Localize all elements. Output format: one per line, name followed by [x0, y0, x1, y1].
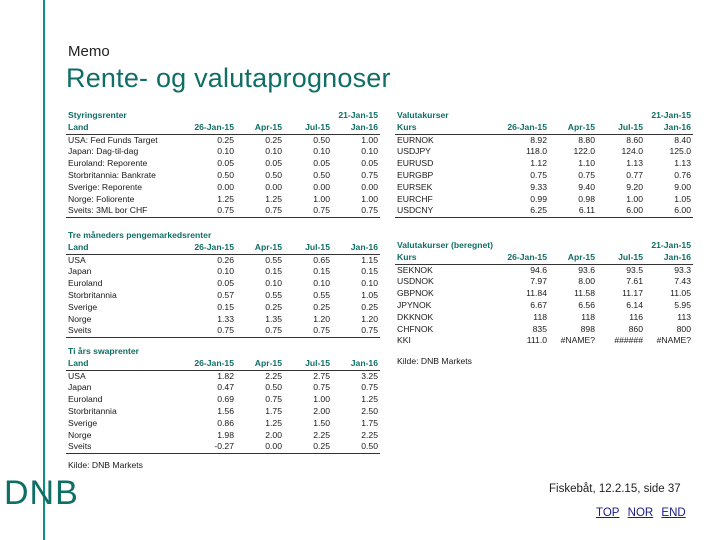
- cell-value: 9.00: [674, 181, 691, 192]
- cell-value: 1.13: [674, 158, 691, 169]
- row-label: Sverige: [68, 301, 98, 312]
- cell-value: 1.00: [626, 193, 643, 204]
- cell-value: 0.50: [313, 169, 330, 180]
- cell-value: 1.05: [674, 193, 691, 204]
- table-row: [66, 205, 380, 217]
- cell-value: 0.10: [313, 146, 330, 157]
- row-label: Norge: [68, 429, 92, 440]
- row-label: Sveits: 3ML bor CHF: [66, 205, 188, 217]
- link-nor[interactable]: NOR: [627, 507, 654, 519]
- table-row: [66, 406, 380, 418]
- cell-value: 124.0: [621, 146, 643, 157]
- cell-value: 2.00: [313, 405, 330, 416]
- row-label: Norge: [68, 313, 92, 324]
- cell-value: 0.86: [217, 417, 234, 428]
- row-label: Japan: [68, 382, 92, 393]
- table-row: [66, 158, 380, 170]
- column-header: 26-Jan-15: [501, 252, 549, 264]
- cell-value: 0.15: [361, 266, 378, 277]
- cell-value: 0.75: [361, 169, 378, 180]
- cell-value: 5.95: [674, 299, 691, 310]
- cell-value: 9.33: [530, 181, 547, 192]
- cell-value: 0.75: [332, 205, 380, 217]
- column-header: Apr-15: [236, 122, 284, 134]
- cell-value: 8.00: [578, 276, 595, 287]
- column-header: Apr-15: [236, 242, 284, 254]
- column-header: 26-Jan-15: [188, 122, 236, 134]
- cell-value: 0.55: [313, 289, 330, 300]
- table-title: Styringsrenter: [68, 110, 127, 120]
- cell-value: 11.84: [526, 288, 547, 299]
- column-header: 26-Jan-15: [188, 242, 236, 254]
- column-header: Jul-15: [597, 122, 645, 134]
- cell-value: 7.61: [626, 276, 643, 287]
- cell-value: 6.14: [626, 299, 643, 310]
- cell-value: 125.0: [669, 146, 691, 157]
- row-label: CHFNOK: [397, 323, 434, 334]
- cell-value: 0.75: [265, 394, 282, 405]
- table-row: [395, 134, 693, 146]
- cell-value: 6.25: [501, 205, 549, 217]
- cell-value: 1.20: [313, 313, 330, 324]
- cell-value: 9.20: [626, 181, 643, 192]
- table-row: [66, 441, 380, 453]
- table-row: [66, 278, 380, 290]
- row-label: SEKNOK: [397, 264, 433, 275]
- cell-value: 2.25: [361, 429, 378, 440]
- column-header: Jan-16: [645, 252, 693, 264]
- cell-value: 0.50: [265, 169, 282, 180]
- cell-value: 860: [628, 323, 643, 334]
- table-row: [66, 254, 380, 266]
- row-label: USA: [68, 370, 86, 381]
- row-label: Storbritannia: [68, 289, 117, 300]
- table-row: [66, 302, 380, 314]
- cell-value: 8.60: [626, 134, 643, 145]
- cell-value: 0.75: [361, 382, 378, 393]
- row-label: USDJPY: [397, 146, 431, 157]
- table-row: [395, 146, 693, 158]
- row-label: EURSEK: [397, 181, 433, 192]
- table-row: [395, 170, 693, 182]
- cell-value: 835: [532, 323, 547, 334]
- cell-value: 1.75: [361, 417, 378, 428]
- table-row: [66, 430, 380, 442]
- column-header: Kurs: [395, 252, 501, 264]
- table-title: Valutakurser: [397, 110, 449, 120]
- cell-value: 1.56: [217, 405, 234, 416]
- table-row: [66, 146, 380, 158]
- cell-value: 0.15: [265, 266, 282, 277]
- cell-value: 0.10: [217, 146, 234, 157]
- cell-value: 1.75: [265, 405, 282, 416]
- column-header: Jan-16: [332, 122, 380, 134]
- cell-value: 0.99: [530, 193, 547, 204]
- cell-value: 898: [580, 323, 595, 334]
- cell-value: 1.00: [361, 134, 378, 145]
- table-styringsrenter: [66, 110, 380, 218]
- row-label: USDCNY: [395, 205, 501, 217]
- footer-links: [596, 507, 691, 519]
- cell-value: 0.05: [313, 158, 330, 169]
- cell-value: 94.6: [530, 264, 547, 275]
- column-header: 26-Jan-15: [188, 358, 236, 370]
- cell-value: 1.13: [626, 158, 643, 169]
- cell-value: 11.58: [574, 288, 595, 299]
- table-row: [395, 288, 693, 300]
- row-label: GBPNOK: [397, 288, 434, 299]
- row-label: Euroland: [68, 278, 103, 289]
- cell-value: 0.57: [217, 289, 234, 300]
- cell-value: 7.97: [530, 276, 547, 287]
- cell-value: 0.50: [332, 441, 380, 453]
- cell-value: 2.25: [313, 429, 330, 440]
- cell-value: 0.05: [265, 158, 282, 169]
- cell-value: 1.98: [217, 429, 234, 440]
- cell-value: 6.67: [530, 299, 547, 310]
- cell-value: 0.77: [626, 169, 643, 180]
- table-row: [395, 324, 693, 336]
- row-label: USA: [68, 254, 86, 265]
- cell-value: 2.50: [361, 405, 378, 416]
- column-header: Jul-15: [284, 242, 332, 254]
- column-header: Apr-15: [236, 358, 284, 370]
- cell-value: 0.25: [265, 301, 282, 312]
- cell-value: 1.25: [265, 417, 282, 428]
- row-label: EURGBP: [397, 169, 434, 180]
- accent-vertical-line: [43, 0, 45, 540]
- cell-value: 8.40: [674, 134, 691, 145]
- cell-value: 0.00: [313, 181, 330, 192]
- table-row: [66, 194, 380, 206]
- cell-value: 1.25: [361, 394, 378, 405]
- cell-value: 1.05: [361, 289, 378, 300]
- column-header: Apr-15: [549, 122, 597, 134]
- cell-value: 0.25: [361, 301, 378, 312]
- column-header: Jan-16: [332, 358, 380, 370]
- cell-value: -0.27: [188, 441, 236, 453]
- table-date: 21-Jan-15: [651, 240, 691, 250]
- table-row: [395, 264, 693, 276]
- cell-value: 1.10: [578, 158, 595, 169]
- table-row: [66, 290, 380, 302]
- cell-value: 1.35: [265, 313, 282, 324]
- cell-value: 111.0: [526, 335, 547, 346]
- row-label: Japan: Dag-til-dag: [68, 146, 139, 157]
- cell-value: 93.5: [626, 264, 643, 275]
- cell-value: 122.0: [573, 146, 595, 157]
- cell-value: 0.15: [217, 301, 234, 312]
- column-header: Jan-16: [332, 242, 380, 254]
- link-end[interactable]: END: [661, 507, 686, 519]
- cell-value: 0.25: [265, 134, 282, 145]
- footer-text: Fiskebåt, 12.2.15, side 37: [549, 483, 681, 495]
- table-title: Ti års swaprenter: [68, 346, 140, 356]
- cell-value: 0.75: [188, 205, 236, 217]
- row-label: Storbritannia: Bankrate: [68, 169, 156, 180]
- table-row: [66, 170, 380, 182]
- cell-value: 0.25: [217, 134, 234, 145]
- cell-value: 8.92: [530, 134, 547, 145]
- cell-value: 2.25: [265, 370, 282, 381]
- row-label: Euroland: Reporente: [68, 158, 148, 169]
- page-subtitle: Memo: [68, 43, 110, 60]
- cell-value: 113: [677, 311, 691, 322]
- cell-value: 7.43: [674, 276, 691, 287]
- table-row: [66, 370, 380, 382]
- row-label: EURNOK: [397, 134, 434, 145]
- cell-value: 0.10: [361, 278, 378, 289]
- column-header: Jan-16: [645, 122, 693, 134]
- table-row: [395, 300, 693, 312]
- cell-value: 0.75: [284, 325, 332, 337]
- cell-value: 1.25: [217, 193, 234, 204]
- cell-value: 116: [629, 311, 643, 322]
- cell-value: 1.82: [217, 370, 234, 381]
- cell-value: 1.00: [361, 193, 378, 204]
- cell-value: 0.50: [217, 169, 234, 180]
- cell-value: 11.17: [622, 288, 643, 299]
- cell-value: 0.26: [217, 254, 234, 265]
- cell-value: 0.15: [313, 266, 330, 277]
- table-row: [66, 418, 380, 430]
- cell-value: 0.47: [217, 382, 234, 393]
- cell-value: 1.50: [313, 417, 330, 428]
- table-row: [395, 158, 693, 170]
- cell-value: 0.00: [217, 181, 234, 192]
- table-date: 21-Jan-15: [651, 110, 691, 120]
- cell-value: 0.69: [217, 394, 234, 405]
- table-date: 21-Jan-15: [338, 110, 378, 120]
- row-label: EURUSD: [397, 158, 434, 169]
- table-row: [66, 382, 380, 394]
- cell-value: 0.10: [265, 146, 282, 157]
- cell-value: 1.33: [217, 313, 234, 324]
- row-label: Sveits: [66, 441, 188, 453]
- cell-value: #NAME?: [656, 335, 691, 346]
- dnb-logo: DNB: [4, 474, 79, 512]
- row-label: Euroland: [68, 394, 103, 405]
- cell-value: 0.75: [236, 325, 284, 337]
- table-row: [395, 335, 693, 347]
- table-row: [66, 266, 380, 278]
- table-row: [395, 194, 693, 206]
- cell-value: 1.00: [313, 394, 330, 405]
- table-row: [395, 276, 693, 288]
- row-label: USA: Fed Funds Target: [68, 134, 158, 145]
- cell-value: 118: [581, 311, 595, 322]
- cell-value: 6.00: [645, 205, 693, 217]
- cell-value: 0.00: [265, 181, 282, 192]
- table-row: [66, 314, 380, 326]
- cell-value: 0.55: [265, 254, 282, 265]
- table-row: [66, 134, 380, 146]
- column-header: 26-Jan-15: [501, 122, 549, 134]
- cell-value: 0.75: [188, 325, 236, 337]
- cell-value: 0.10: [361, 146, 378, 157]
- cell-value: 93.6: [578, 264, 595, 275]
- cell-value: 0.75: [313, 382, 330, 393]
- cell-value: 1.00: [313, 193, 330, 204]
- cell-value: 11.05: [670, 288, 691, 299]
- cell-value: 93.3: [674, 264, 691, 275]
- cell-value: 9.40: [578, 181, 595, 192]
- cell-value: 0.65: [313, 254, 330, 265]
- cell-value: 0.05: [217, 278, 234, 289]
- cell-value: 0.98: [578, 193, 595, 204]
- cell-value: 3.25: [361, 370, 378, 381]
- column-header: Jul-15: [284, 358, 332, 370]
- row-label: DKKNOK: [397, 311, 434, 322]
- cell-value: 6.11: [549, 205, 597, 217]
- cell-value: 118.0: [526, 146, 547, 157]
- table-row: [66, 325, 380, 337]
- table-valutakurser-beregnet: [395, 240, 693, 347]
- cell-value: 118: [533, 311, 547, 322]
- table-swaprenter: [66, 346, 380, 454]
- cell-value: 2.00: [265, 429, 282, 440]
- column-header: Kurs: [395, 122, 501, 134]
- column-header: Land: [66, 358, 188, 370]
- cell-value: 1.25: [265, 193, 282, 204]
- row-label: Japan: [68, 266, 92, 277]
- row-label: USDNOK: [397, 276, 434, 287]
- cell-value: 0.25: [313, 301, 330, 312]
- cell-value: 1.15: [361, 254, 378, 265]
- cell-value: 0.25: [284, 441, 332, 453]
- row-label: KKI: [397, 335, 411, 346]
- cell-value: 0.75: [236, 205, 284, 217]
- cell-value: 0.10: [265, 278, 282, 289]
- cell-value: 1.20: [361, 313, 378, 324]
- cell-value: 0.75: [284, 205, 332, 217]
- cell-value: 0.76: [674, 169, 691, 180]
- row-label: EURCHF: [397, 193, 433, 204]
- cell-value: 0.55: [265, 289, 282, 300]
- cell-value: 0.10: [217, 266, 234, 277]
- cell-value: ######: [614, 335, 643, 346]
- cell-value: 0.00: [361, 181, 378, 192]
- cell-value: 6.56: [578, 299, 595, 310]
- table-title: Tre måneders pengemarkedsrenter: [68, 230, 212, 240]
- table-title: Valutakurser (beregnet): [397, 240, 493, 250]
- table-valutakurser: [395, 110, 693, 218]
- cell-value: #NAME?: [560, 335, 595, 346]
- row-label: Norge: Foliorente: [68, 193, 135, 204]
- cell-value: 0.75: [578, 169, 595, 180]
- table-row: [395, 205, 693, 217]
- cell-value: 0.75: [332, 325, 380, 337]
- cell-value: 800: [676, 323, 691, 334]
- cell-value: 6.00: [597, 205, 645, 217]
- page-title: Rente- og valutaprognoser: [66, 63, 391, 93]
- column-header: Land: [66, 122, 188, 134]
- source-note: Kilde: DNB Markets: [68, 460, 143, 470]
- column-header: Apr-15: [549, 252, 597, 264]
- table-pengemarkedsrenter: [66, 230, 380, 338]
- table-row: [66, 182, 380, 194]
- cell-value: 0.75: [530, 169, 547, 180]
- cell-value: 0.05: [361, 158, 378, 169]
- row-label: Sverige: Reporente: [68, 181, 143, 192]
- row-label: JPYNOK: [397, 299, 432, 310]
- cell-value: 0.50: [313, 134, 330, 145]
- cell-value: 0.10: [313, 278, 330, 289]
- cell-value: 8.80: [578, 134, 595, 145]
- table-row: [395, 182, 693, 194]
- link-top[interactable]: TOP: [596, 507, 620, 519]
- cell-value: 1.12: [530, 158, 547, 169]
- row-label: Sveits: [66, 325, 188, 337]
- cell-value: 0.00: [236, 441, 284, 453]
- source-note: Kilde: DNB Markets: [397, 356, 472, 366]
- table-row: [66, 394, 380, 406]
- row-label: Sverige: [68, 417, 98, 428]
- cell-value: 2.75: [313, 370, 330, 381]
- table-row: [395, 312, 693, 324]
- column-header: Jul-15: [284, 122, 332, 134]
- cell-value: 0.50: [265, 382, 282, 393]
- cell-value: 0.05: [217, 158, 234, 169]
- column-header: Jul-15: [597, 252, 645, 264]
- column-header: Land: [66, 242, 188, 254]
- row-label: Storbritannia: [68, 405, 117, 416]
